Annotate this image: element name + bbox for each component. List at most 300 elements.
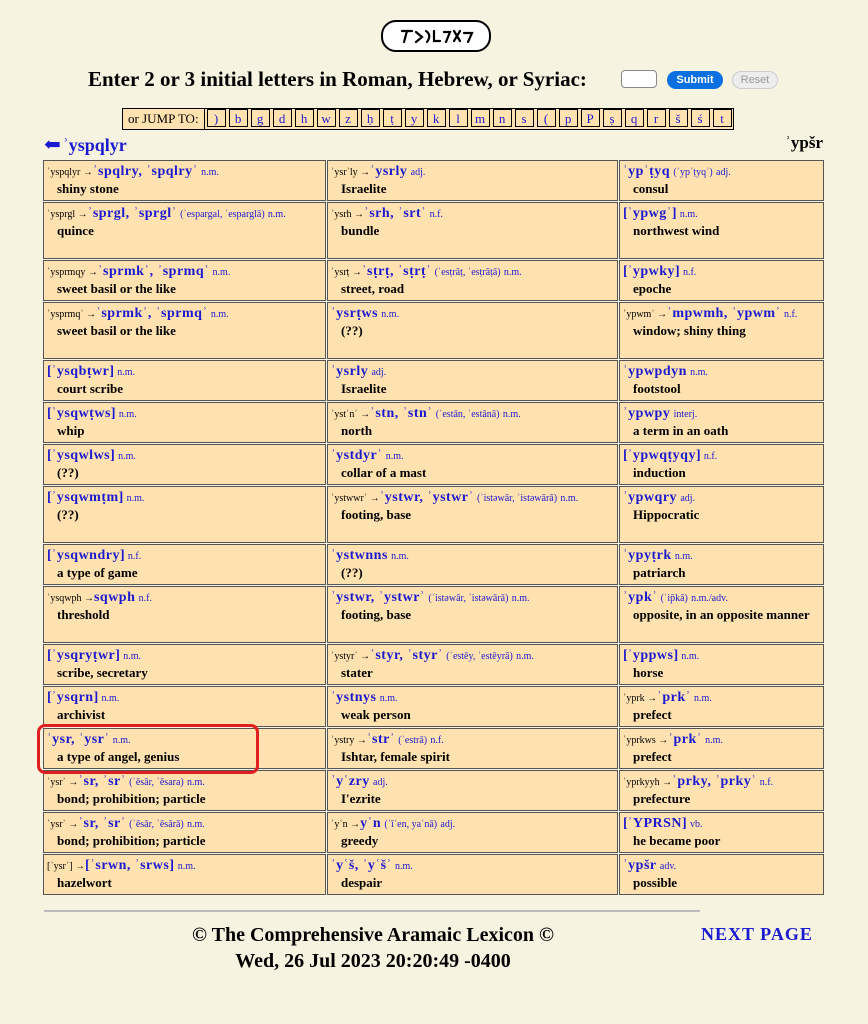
entry-head bbox=[47, 489, 322, 507]
jump-to-label: or JUMP TO: bbox=[123, 109, 205, 129]
entry-gloss: weak person bbox=[341, 707, 411, 722]
entry-cell[interactable] bbox=[43, 360, 326, 401]
entry-lemma-link[interactable]: ʾsprmkʾ, ʾsprmqʾ bbox=[97, 264, 210, 279]
entry-lemma-link[interactable]: ʾypwpy bbox=[623, 406, 671, 421]
entry-source-form: ʾysprgl → bbox=[47, 209, 88, 220]
entry-lemma-link[interactable]: ʾypwgʾ bbox=[627, 206, 672, 221]
entry-head bbox=[331, 689, 614, 707]
bracket-close: ] bbox=[682, 816, 687, 831]
entry-head bbox=[623, 305, 820, 323]
jump-letter[interactable]: ṭ bbox=[383, 109, 402, 127]
entry-head bbox=[623, 205, 820, 223]
entry-cell[interactable] bbox=[327, 644, 618, 685]
entry-cell[interactable] bbox=[619, 586, 824, 643]
entry-source-form: ʾysrʾ → bbox=[47, 819, 79, 830]
jump-letter[interactable]: k bbox=[427, 109, 446, 127]
entry-gloss: quince bbox=[57, 223, 94, 238]
entry-gloss: footstool bbox=[633, 381, 681, 396]
entry-part-of-speech: n.m. bbox=[118, 409, 137, 420]
entry-lemma-link[interactable]: ʾyʿš, ʾyʿšʾ bbox=[331, 858, 392, 873]
entry-part-of-speech: n.m. bbox=[381, 309, 400, 320]
entry-gloss: consul bbox=[633, 181, 669, 196]
bracket-open: [ bbox=[47, 448, 52, 463]
entry-lemma-link[interactable]: ʾsr, ʾsrʾ bbox=[78, 774, 126, 789]
entry-source-form: ʾyspqlyr → bbox=[47, 167, 93, 178]
entry-lemma-link[interactable]: ʾprkʾ bbox=[657, 690, 691, 705]
jump-letter[interactable]: s bbox=[515, 109, 534, 127]
entry-source-form: ʾysprmqy → bbox=[47, 267, 98, 278]
timestamp: Wed, 26 Jul 2023 20:20:49 -0400 bbox=[235, 950, 511, 972]
entry-cell[interactable] bbox=[327, 444, 618, 485]
entry-source-form: ʾystwwrʾ → bbox=[331, 493, 380, 504]
entry-lemma-link[interactable]: ʾsṭrṭ, ʾsṭrṭʾ bbox=[361, 264, 432, 279]
entry-part-of-speech: n.m. bbox=[186, 777, 205, 788]
entry-lemma-link[interactable]: ʾysr, ʾysrʾ bbox=[47, 732, 110, 747]
entry-gloss: he became poor bbox=[633, 833, 721, 848]
entry-part-of-speech: n.m. bbox=[511, 593, 530, 604]
jump-letter[interactable]: r bbox=[647, 109, 666, 127]
jump-letter[interactable]: n bbox=[493, 109, 512, 127]
entry-gloss: collar of a mast bbox=[341, 465, 427, 480]
entry-cell[interactable] bbox=[327, 160, 618, 201]
entry-part-of-speech: n.f. bbox=[429, 209, 443, 220]
entry-gloss: bundle bbox=[341, 223, 380, 238]
entry-head bbox=[623, 815, 820, 833]
entry-part-of-speech: n.m. bbox=[674, 551, 693, 562]
jump-letter[interactable]: ḥ bbox=[361, 109, 380, 127]
entry-source-form: ʾysrh → bbox=[331, 209, 365, 220]
entry-head bbox=[623, 647, 820, 665]
entry-grid bbox=[43, 160, 824, 895]
entry-cell[interactable] bbox=[43, 402, 326, 443]
entry-gloss: Israelite bbox=[341, 181, 387, 196]
entry-lemma-link[interactable]: ʾstn, ʾstnʾ bbox=[370, 406, 433, 421]
entry-vocalization: (ʾip̄kā) bbox=[660, 593, 688, 604]
entry-cell[interactable] bbox=[43, 260, 326, 301]
entry-head bbox=[331, 589, 614, 607]
next-page-link[interactable]: NEXT PAGE bbox=[701, 924, 813, 944]
jump-to-bar bbox=[122, 108, 734, 130]
entry-cell[interactable] bbox=[327, 812, 618, 853]
entry-part-of-speech: n.m. bbox=[679, 209, 698, 220]
jump-letter[interactable]: g bbox=[251, 109, 270, 127]
entry-head bbox=[331, 489, 614, 507]
entry-lemma-link[interactable]: ʾysrly bbox=[370, 164, 408, 179]
entry-lemma-link[interactable]: ʾysqrn bbox=[51, 690, 94, 705]
entry-lemma-link[interactable]: ʾsprmkʾ, ʾsprmqʾ bbox=[96, 306, 208, 321]
entry-cell[interactable] bbox=[619, 302, 824, 359]
entry-gloss: patriarch bbox=[633, 565, 686, 580]
entry-head bbox=[623, 689, 820, 707]
entry-cell[interactable] bbox=[619, 260, 824, 301]
entry-vocalization: (ʾestān, ʾestānā) bbox=[435, 409, 500, 420]
entry-cell[interactable] bbox=[43, 854, 326, 895]
entry-gloss: Hippocratic bbox=[633, 507, 700, 522]
entry-lemma-link[interactable]: ʾypwqṭyqy bbox=[627, 448, 696, 463]
entry-source-form: ʾyprk → bbox=[623, 693, 658, 704]
entry-vocalization: (ʾesṭrāṭ, ʾesṭrāṭā) bbox=[434, 267, 501, 278]
entry-lemma-link[interactable]: ʾsprgl, ʾsprglʾ bbox=[87, 206, 177, 221]
entry-cell[interactable] bbox=[43, 486, 326, 543]
entry-part-of-speech: n.m. bbox=[186, 819, 205, 830]
entry-lemma-link[interactable]: ʾypšr bbox=[623, 858, 657, 873]
entry-gloss: greedy bbox=[341, 833, 379, 848]
entry-lemma-link[interactable]: ʾystwnns bbox=[331, 548, 388, 563]
bracket-open: [ bbox=[623, 264, 628, 279]
entry-lemma-link[interactable]: ʾstyr, ʾstyrʾ bbox=[370, 648, 444, 663]
entry-part-of-speech: n.m. bbox=[705, 735, 723, 746]
entry-lemma-link[interactable]: ʾysqwndry bbox=[51, 548, 120, 563]
entry-part-of-speech: n.m. bbox=[379, 693, 398, 704]
entry-lemma-link[interactable]: ʾyʿzry bbox=[331, 774, 370, 789]
entry-head bbox=[331, 731, 614, 749]
entry-head bbox=[623, 363, 820, 381]
bracket-close: ] bbox=[119, 548, 125, 563]
entry-cell[interactable] bbox=[619, 486, 824, 543]
entry-head bbox=[623, 857, 820, 875]
jump-letter[interactable]: ṣ bbox=[603, 109, 622, 127]
entry-lemma-link[interactable]: ʾysqbṭwr bbox=[51, 364, 110, 379]
entry-cell[interactable] bbox=[327, 728, 618, 769]
highlight-annotation bbox=[37, 724, 259, 774]
entry-lemma-link[interactable]: ʾypwky bbox=[627, 264, 676, 279]
jump-letter[interactable]: š bbox=[669, 109, 688, 127]
entry-lemma-link[interactable]: ʾysqwṭws bbox=[51, 406, 111, 421]
bracket-close: ] bbox=[93, 690, 99, 705]
entry-part-of-speech: n.m. bbox=[385, 451, 404, 462]
entry-cell[interactable] bbox=[327, 202, 618, 259]
entry-lemma-link[interactable]: yʿn bbox=[360, 816, 382, 831]
entry-gloss: scribe, secretary bbox=[57, 665, 148, 680]
entry-lemma-link[interactable]: ʾysrṭws bbox=[331, 306, 379, 321]
jump-letter[interactable]: ś bbox=[691, 109, 710, 127]
entry-cell[interactable] bbox=[43, 644, 326, 685]
jump-letter[interactable]: ( bbox=[537, 109, 556, 127]
entry-part-of-speech: n.m. bbox=[267, 209, 286, 220]
entry-gloss: whip bbox=[57, 423, 85, 438]
entry-vocalization: (ʾīʿen, yaʿnā) bbox=[384, 819, 438, 830]
entry-part-of-speech: n.m. bbox=[694, 693, 712, 704]
bracket-close: ] bbox=[118, 490, 124, 505]
entry-lemma-link[interactable]: ʾspqlry, ʾspqlryʾ bbox=[92, 164, 198, 179]
entry-head bbox=[623, 731, 820, 749]
entry-part-of-speech: vb. bbox=[689, 819, 703, 830]
jump-letter[interactable]: t bbox=[713, 109, 732, 127]
entry-cell[interactable] bbox=[43, 544, 326, 585]
entry-gloss: epoche bbox=[633, 281, 672, 296]
entry-lemma-link[interactable]: ʾystnys bbox=[331, 690, 377, 705]
entry-source-form: [ʾysrʾ] → bbox=[47, 861, 86, 872]
entry-gloss: possible bbox=[633, 875, 678, 890]
entry-cell[interactable] bbox=[43, 812, 326, 853]
entry-gloss: a type of game bbox=[57, 565, 138, 580]
entry-part-of-speech: n.m. bbox=[391, 551, 409, 562]
entry-vocalization: (ʾespargal, ʾesparglā) bbox=[180, 209, 265, 220]
entry-cell[interactable] bbox=[327, 402, 618, 443]
entry-part-of-speech: adj. bbox=[371, 367, 387, 378]
bracket-open: [ bbox=[47, 364, 52, 379]
entry-lemma-link[interactable]: ʾprky, ʾprkyʾ bbox=[672, 774, 757, 789]
entry-lemma-link[interactable]: ʾystwr, ʾystwrʾ bbox=[331, 590, 426, 605]
entry-part-of-speech: n.m. bbox=[123, 651, 141, 662]
entry-part-of-speech: n.m. bbox=[118, 451, 136, 462]
entry-lemma-link[interactable]: ʾysqwmṭm bbox=[51, 490, 119, 505]
bracket-close: ] bbox=[109, 364, 115, 379]
entry-lemma-link[interactable]: ʾYPRSN bbox=[627, 816, 683, 831]
jump-letter[interactable]: z bbox=[339, 109, 358, 127]
entry-part-of-speech: adj. bbox=[680, 493, 696, 504]
entry-source-form: ʾystʾnʾ → bbox=[331, 409, 371, 420]
footer-divider bbox=[44, 910, 700, 912]
entry-part-of-speech: n.f. bbox=[783, 309, 798, 320]
entry-gloss: hazelwort bbox=[57, 875, 112, 890]
entry-source-form: ʾystyrʾ → bbox=[331, 651, 371, 662]
entry-lemma-link[interactable]: ʾstrʾ bbox=[366, 732, 395, 747]
jump-letter[interactable]: m bbox=[471, 109, 490, 127]
entry-lemma-link[interactable]: ʾypwpdyn bbox=[623, 364, 687, 379]
entry-cell[interactable] bbox=[327, 854, 618, 895]
entry-cell[interactable] bbox=[619, 202, 824, 259]
copyright-line: © The Comprehensive Aramaic Lexicon © bbox=[192, 924, 554, 946]
entry-cell[interactable] bbox=[619, 160, 824, 201]
entry-cell[interactable] bbox=[327, 586, 618, 643]
entry-cell[interactable] bbox=[619, 686, 824, 727]
entry-part-of-speech: n.m. bbox=[101, 693, 120, 704]
entry-cell[interactable] bbox=[619, 544, 824, 585]
entry-cell[interactable] bbox=[619, 444, 824, 485]
search-form bbox=[0, 64, 868, 94]
entry-lemma-link[interactable]: ʾypwqry bbox=[623, 490, 678, 505]
entry-gloss: threshold bbox=[57, 607, 110, 622]
entry-gloss: northwest wind bbox=[633, 223, 720, 238]
bracket-close: ] bbox=[110, 448, 115, 463]
entry-lemma-link[interactable]: ʾypkʾ bbox=[623, 590, 658, 605]
entry-head bbox=[47, 857, 322, 875]
jump-letter[interactable]: d bbox=[273, 109, 292, 127]
entry-cell[interactable] bbox=[619, 360, 824, 401]
entry-cell[interactable] bbox=[327, 486, 618, 543]
bracket-open: [ bbox=[623, 448, 628, 463]
entry-head bbox=[47, 163, 322, 181]
jump-letter[interactable]: h bbox=[295, 109, 314, 127]
entry-part-of-speech: n.m. bbox=[394, 861, 413, 872]
entry-cell[interactable] bbox=[43, 770, 326, 811]
entry-part-of-speech: n.m. bbox=[503, 267, 522, 278]
entry-part-of-speech: n.f. bbox=[682, 267, 697, 278]
entry-head bbox=[47, 305, 322, 323]
entry-gloss: I'ezrite bbox=[341, 791, 381, 806]
entry-head bbox=[331, 405, 614, 423]
entry-gloss: window; shiny thing bbox=[633, 323, 746, 338]
bracket-open: [ bbox=[47, 648, 52, 663]
entry-cell[interactable] bbox=[619, 644, 824, 685]
entry-part-of-speech: n.m. bbox=[201, 167, 219, 178]
entry-lemma-link[interactable]: [ʾsrwn, ʾsrws] bbox=[85, 858, 175, 873]
bracket-close: ] bbox=[673, 648, 679, 663]
entry-gloss: (??) bbox=[57, 465, 79, 480]
entry-lemma-link[interactable]: ʾypʾṭyq bbox=[623, 164, 671, 179]
jump-letter[interactable]: ) bbox=[207, 109, 226, 127]
entry-part-of-speech: n.m. bbox=[112, 735, 131, 746]
entry-part-of-speech: n.f. bbox=[759, 777, 774, 788]
entry-head bbox=[623, 547, 820, 565]
entry-cell[interactable] bbox=[43, 160, 326, 201]
last-entry-label: ʾypšr bbox=[785, 133, 823, 152]
jump-letter[interactable]: P bbox=[581, 109, 600, 127]
bracket-open: [ bbox=[47, 406, 52, 421]
jump-letter[interactable]: y bbox=[405, 109, 424, 127]
bracket-close: ] bbox=[115, 648, 120, 663]
bracket-open: [ bbox=[623, 648, 628, 663]
entry-part-of-speech: n.m. bbox=[681, 651, 700, 662]
entry-gloss: opposite, in an opposite manner bbox=[633, 607, 810, 622]
entry-lemma-link[interactable]: ʾysqwlws bbox=[51, 448, 111, 463]
entry-cell[interactable] bbox=[327, 302, 618, 359]
entry-head bbox=[47, 205, 322, 223]
lexicon-logo[interactable] bbox=[381, 20, 491, 52]
entry-cell[interactable] bbox=[43, 202, 326, 259]
entry-head bbox=[331, 547, 614, 565]
entry-vocalization: (ʾestēy, ʾestēyrā) bbox=[446, 651, 513, 662]
jump-letter[interactable]: q bbox=[625, 109, 644, 127]
entry-part-of-speech: n.m. bbox=[126, 493, 145, 504]
letters-input[interactable] bbox=[621, 70, 657, 88]
jump-letter[interactable]: p bbox=[559, 109, 578, 127]
entry-part-of-speech: n.m./adv. bbox=[691, 593, 728, 604]
entry-gloss: Israelite bbox=[341, 381, 387, 396]
entry-vocalization: (ʾēsār, ʾēsara) bbox=[129, 777, 184, 788]
entry-gloss: street, road bbox=[341, 281, 405, 296]
entry-gloss: prefect bbox=[633, 707, 672, 722]
entry-head bbox=[623, 163, 820, 181]
entry-source-form: ʾysqwph → bbox=[47, 593, 94, 604]
entry-head bbox=[47, 363, 322, 381]
entry-head bbox=[331, 447, 614, 465]
jump-letter[interactable]: l bbox=[449, 109, 468, 127]
entry-head bbox=[623, 405, 820, 423]
entry-source-form: ʾystry → bbox=[331, 735, 367, 746]
entry-cell[interactable] bbox=[619, 728, 824, 769]
entry-vocalization: (ʾēsār, ʾēsārā) bbox=[129, 819, 184, 830]
reset-button[interactable]: Reset bbox=[732, 71, 778, 89]
entry-cell[interactable] bbox=[43, 444, 326, 485]
entry-lemma-link[interactable]: ʾmpwmh, ʾypwmʾ bbox=[667, 306, 781, 321]
entry-cell[interactable] bbox=[619, 812, 824, 853]
bracket-open: [ bbox=[623, 206, 628, 221]
entry-part-of-speech: adj. bbox=[373, 777, 388, 788]
bracket-close: ] bbox=[671, 206, 677, 221]
entry-part-of-speech: interj. bbox=[673, 409, 698, 420]
entry-cell[interactable] bbox=[327, 686, 618, 727]
entry-head bbox=[623, 447, 820, 465]
entry-gloss: induction bbox=[633, 465, 686, 480]
entry-part-of-speech: n.m. bbox=[516, 651, 534, 662]
entry-lemma-link[interactable]: ʾsrh, ʾsrtʾ bbox=[364, 206, 427, 221]
entry-cell[interactable] bbox=[619, 402, 824, 443]
entry-head bbox=[623, 589, 820, 607]
entry-cell[interactable] bbox=[43, 302, 326, 359]
entry-head bbox=[623, 773, 820, 791]
entry-gloss: sweet basil or the like bbox=[57, 281, 176, 296]
entry-source-form: ʾypwmʾ → bbox=[623, 309, 668, 320]
entry-gloss: (??) bbox=[341, 565, 363, 580]
entry-gloss: footing, base bbox=[341, 607, 412, 622]
entry-gloss: shiny stone bbox=[57, 181, 119, 196]
entry-cell[interactable] bbox=[327, 544, 618, 585]
entry-gloss: archivist bbox=[57, 707, 106, 722]
entry-cell[interactable] bbox=[43, 686, 326, 727]
bracket-open: [ bbox=[623, 816, 628, 831]
bracket-close: ] bbox=[110, 406, 116, 421]
entry-vocalization: (ʾistəwār, ʾistəwārā) bbox=[428, 593, 509, 604]
entry-head bbox=[331, 305, 614, 323]
entry-cell[interactable] bbox=[619, 770, 824, 811]
entry-part-of-speech: adj. bbox=[410, 167, 426, 178]
entry-gloss: (??) bbox=[57, 507, 79, 522]
entry-head bbox=[331, 647, 614, 665]
bracket-open: [ bbox=[47, 548, 52, 563]
entry-source-form: ʾysprmqʾ → bbox=[47, 309, 97, 320]
entry-head bbox=[331, 363, 614, 381]
entry-head bbox=[47, 547, 322, 565]
entry-head bbox=[47, 689, 322, 707]
entry-lemma-link[interactable]: ʾystdyrʾ bbox=[331, 448, 383, 463]
entry-head bbox=[331, 857, 614, 875]
entry-vocalization: (ʾistəwār, ʾistəwārā) bbox=[476, 493, 558, 504]
copyright bbox=[170, 922, 576, 974]
entry-gloss: bond; prohibition; particle bbox=[57, 833, 206, 848]
jump-letter[interactable]: w bbox=[317, 109, 336, 127]
entry-part-of-speech: adv. bbox=[659, 861, 677, 872]
bracket-close: ] bbox=[675, 264, 680, 279]
entry-gloss: horse bbox=[633, 665, 664, 680]
search-prompt: Enter 2 or 3 initial letters in Roman, Hebrew, or Syriac: bbox=[88, 67, 587, 91]
entry-cell[interactable] bbox=[327, 260, 618, 301]
entry-lemma-link[interactable]: ʾysrly bbox=[331, 364, 369, 379]
previous-page-link[interactable] bbox=[44, 134, 127, 156]
entry-head bbox=[47, 647, 322, 665]
entry-part-of-speech: n.m. bbox=[212, 267, 231, 278]
entry-head bbox=[331, 205, 614, 223]
entry-head bbox=[47, 447, 322, 465]
entry-lemma-link[interactable]: ʾyppws bbox=[627, 648, 674, 663]
entry-part-of-speech: adj. bbox=[440, 819, 456, 830]
entry-cell[interactable] bbox=[327, 360, 618, 401]
entry-gloss: a type of angel, genius bbox=[57, 749, 180, 764]
entry-head bbox=[47, 773, 322, 791]
entry-head bbox=[47, 589, 322, 607]
entry-lemma-link[interactable]: ʾysqryṭwr bbox=[51, 648, 116, 663]
entry-lemma-link[interactable]: ʾsr, ʾsrʾ bbox=[78, 816, 126, 831]
entry-head bbox=[331, 815, 614, 833]
submit-button[interactable]: Submit bbox=[667, 71, 723, 89]
entry-lemma-link[interactable]: sqwph bbox=[93, 590, 136, 605]
entry-lemma-link[interactable]: ʾypyṭrk bbox=[623, 548, 672, 563]
entry-lemma-link[interactable]: ʾystwr, ʾystwrʾ bbox=[379, 490, 474, 505]
entry-gloss: court scribe bbox=[57, 381, 124, 396]
entry-cell[interactable] bbox=[619, 854, 824, 895]
entry-head bbox=[331, 163, 614, 181]
entry-head bbox=[47, 263, 322, 281]
entry-lemma-link[interactable]: ʾprkʾ bbox=[668, 732, 702, 747]
entry-cell[interactable] bbox=[327, 770, 618, 811]
entry-head bbox=[331, 773, 614, 791]
entry-vocalization: (ʾypʾṭyqʾ) bbox=[673, 167, 713, 178]
entry-cell[interactable] bbox=[43, 586, 326, 643]
jump-letter[interactable]: b bbox=[229, 109, 248, 127]
left-arrow-icon: ⬅ bbox=[44, 134, 61, 156]
entry-part-of-speech: n.f. bbox=[430, 735, 444, 746]
